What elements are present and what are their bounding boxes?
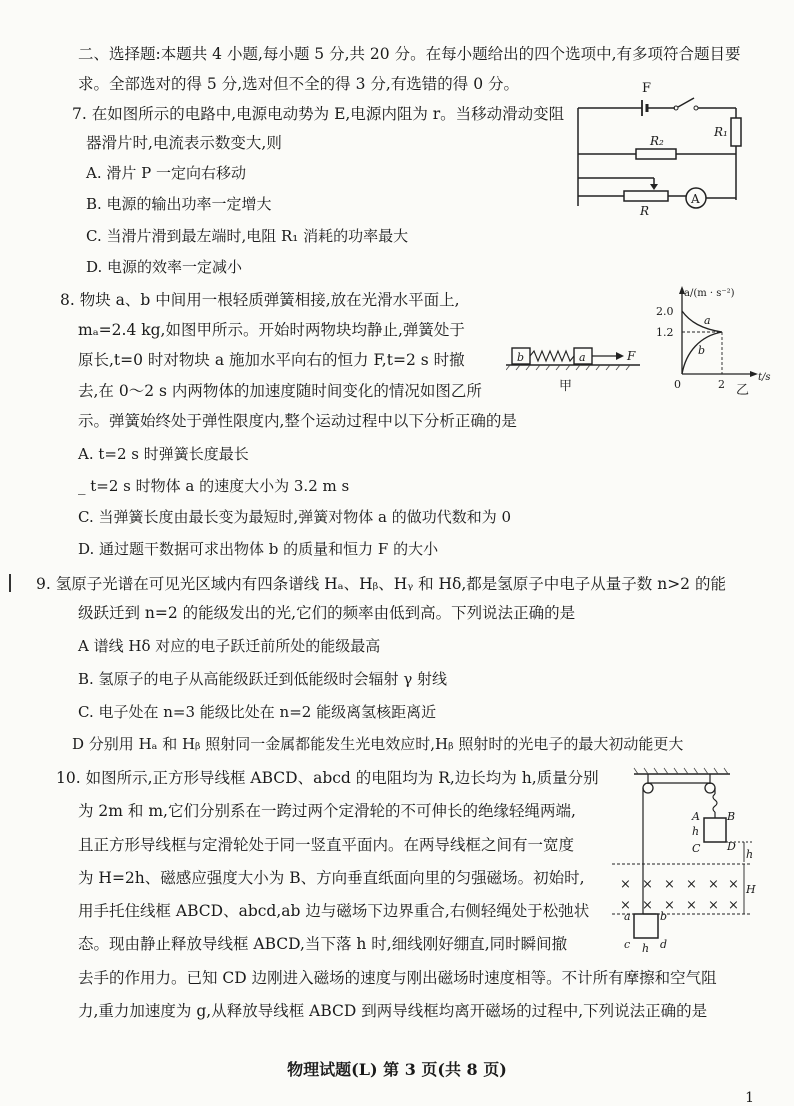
- q10-field-cross: ×: [708, 877, 719, 892]
- q8-stem-line2: mₐ=2.4 kg,如图甲所示。开始时两物块均静止,弹簧处于: [78, 321, 465, 339]
- q9-option-d: D 分别用 Hₐ 和 Hᵦ 照射同一金属都能发生光电效应时,Hᵦ 照射时的光电子的最大初动能更大: [72, 735, 684, 753]
- q8-yi-y2: 1.2: [656, 326, 674, 339]
- q9-stem-line2: 级跃迁到 n=2 的能级发出的光,它们的频率由低到高。下列说法正确的是: [78, 604, 576, 622]
- q7-circuit-diagram: [570, 78, 750, 218]
- q8-yi-y1: 2.0: [656, 305, 674, 318]
- q10-field-cross: ×: [620, 877, 631, 892]
- q8-jia-F: F: [627, 349, 636, 363]
- q10-stem-line2: 为 2m 和 m,它们分别系在一跨过两个定滑轮的不可伸长的绝缘轻绳两端,: [78, 802, 576, 820]
- q9-stem-line1: 9. 氢原子光谱在可见光区域内有四条谱线 Hₐ、Hᵦ、Hᵧ 和 Hδ,都是氢原子中电子从量子数 n>2 的能: [36, 575, 726, 593]
- q7-option-a: A. 滑片 P 一定向右移动: [86, 164, 246, 182]
- q10-field-cross: ×: [708, 898, 719, 913]
- q8-jia-a: a: [579, 351, 586, 364]
- q8-yi-curve-a: a: [704, 314, 711, 327]
- section-header-line2: 求。全部选对的得 5 分,选对但不全的得 3 分,有选错的得 0 分。: [78, 75, 520, 93]
- q8-yi-origin: 0: [674, 378, 681, 391]
- q10-fig-h1: h: [692, 825, 700, 838]
- q7-fig-r1: R₁: [714, 125, 728, 139]
- q10-stem-line6: 态。现由静止释放导线框 ABCD,当下落 h 时,细线刚好绷直,同时瞬间撤: [78, 935, 568, 953]
- q9-option-c: C. 电子处在 n=3 能级比处在 n=2 能级离氢核距离近: [78, 703, 437, 721]
- q8-yi-xlabel: t/s: [758, 372, 771, 383]
- q8-yi-ylabel: a/(m · s⁻²): [684, 288, 735, 299]
- q10-stem-line4: 为 H=2h、磁感应强度大小为 B、方向垂直纸面向里的匀强磁场。初始时,: [78, 869, 585, 887]
- q8-figure-yi: [654, 282, 784, 398]
- q10-stem-line7: 去手的作用力。已知 CD 边刚进入磁场的速度与刚出磁场时速度相等。不计所有摩擦和空气阻: [78, 969, 717, 987]
- q8-option-a: A. t=2 s 时弹簧长度最长: [78, 445, 249, 463]
- q8-jia-b: b: [517, 351, 525, 364]
- q10-field-cross: ×: [728, 877, 739, 892]
- q10-fig-H: H: [746, 883, 756, 896]
- q8-yi-caption: 乙: [736, 383, 750, 398]
- q10-field-cross: ×: [664, 898, 675, 913]
- q10-fig-h3: h: [642, 942, 650, 955]
- q7-option-b: B. 电源的输出功率一定增大: [86, 195, 272, 213]
- q10-field-cross: ×: [620, 898, 631, 913]
- q10-stem-line1: 10. 如图所示,正方形导线框 ABCD、abcd 的电阻均为 R,边长均为 h,质量分别: [56, 769, 599, 787]
- q7-stem-line1: 7. 在如图所示的电路中,电源电动势为 E,电源内阻为 r。当移动滑动变阻: [72, 105, 565, 123]
- q10-stem-line8: 力,重力加速度为 g,从释放导线框 ABCD 到两导线框均离开磁场的过程中,下列说法正确的是: [78, 1002, 708, 1020]
- q7-fig-r2: R₂: [650, 134, 664, 148]
- q7-option-c: C. 当滑片滑到最左端时,电阻 R₁ 消耗的功率最大: [86, 227, 409, 245]
- q10-fig-a: a: [624, 910, 631, 923]
- q10-fig-d: d: [660, 938, 668, 951]
- q10-fig-A: A: [692, 810, 700, 823]
- q10-stem-line3: 且正方形导线框与定滑轮处于同一竖直平面内。在两导线框之间有一宽度: [78, 836, 575, 854]
- q10-field-cross: ×: [642, 898, 653, 913]
- q10-fig-c: c: [624, 938, 631, 951]
- q8-option-c: C. 当弹簧长度由最长变为最短时,弹簧对物体 a 的做功代数和为 0: [78, 508, 512, 526]
- q8-stem-line3: 原长,t=0 时对物块 a 施加水平向右的恒力 F,t=2 s 时撤: [78, 351, 465, 369]
- q10-pulley-field-diagram: [612, 764, 762, 962]
- q10-field-cross: ×: [686, 898, 697, 913]
- section-header-line1: 二、选择题:本题共 4 小题,每小题 5 分,共 20 分。在每小题给出的四个选项中,有多项符合题目要: [78, 45, 741, 63]
- q8-yi-curve-b: b: [698, 344, 706, 357]
- q7-fig-label-top: F: [642, 81, 652, 96]
- q10-fig-b: b: [660, 910, 668, 923]
- page-mark: 1: [745, 1090, 754, 1106]
- q8-jia-caption: 甲: [559, 379, 573, 394]
- q7-option-d: D. 电源的效率一定减小: [86, 258, 243, 276]
- q9-option-a: A 谱线 Hδ 对应的电子跃迁前所处的能级最高: [78, 637, 381, 655]
- q7-stem-line2: 器滑片时,电流表示数变大,则: [86, 134, 282, 152]
- q8-option-b: _ t=2 s 时物体 a 的速度大小为 3.2 m s: [78, 477, 350, 495]
- q10-field-cross: ×: [642, 877, 653, 892]
- q10-field-cross: ×: [728, 898, 739, 913]
- q10-fig-D: D: [727, 840, 736, 853]
- q7-fig-ammeter: A: [691, 192, 700, 206]
- page-footer: 物理试题(L) 第 3 页(共 8 页): [287, 1060, 507, 1079]
- margin-mark: [9, 574, 11, 592]
- q10-field-cross: ×: [664, 877, 675, 892]
- q8-stem-line5: 示。弹簧始终处于弹性限度内,整个运动过程中以下分析正确的是: [78, 412, 517, 430]
- q8-stem-line4: 去,在 0～2 s 内两物体的加速度随时间变化的情况如图乙所: [78, 382, 482, 400]
- q10-fig-B: B: [727, 810, 736, 823]
- q10-stem-line5: 用手托住线框 ABCD、abcd,ab 边与磁场下边界重合,右侧轻绳处于松弛状: [78, 902, 590, 920]
- q10-field-cross: ×: [686, 877, 697, 892]
- q10-fig-C: C: [692, 842, 701, 855]
- q8-stem-line1: 8. 物块 a、b 中间用一根轻质弹簧相接,放在光滑水平面上,: [60, 291, 460, 309]
- q7-fig-r: R: [640, 204, 650, 218]
- q9-option-b: B. 氢原子的电子从高能级跃迁到低能级时会辐射 γ 射线: [78, 670, 448, 688]
- q10-fig-h2: h: [746, 848, 754, 861]
- q8-option-d: D. 通过题干数据可求出物体 b 的质量和恒力 F 的大小: [78, 540, 439, 558]
- q8-figure-jia: [506, 340, 646, 394]
- q8-yi-x2: 2: [718, 378, 725, 391]
